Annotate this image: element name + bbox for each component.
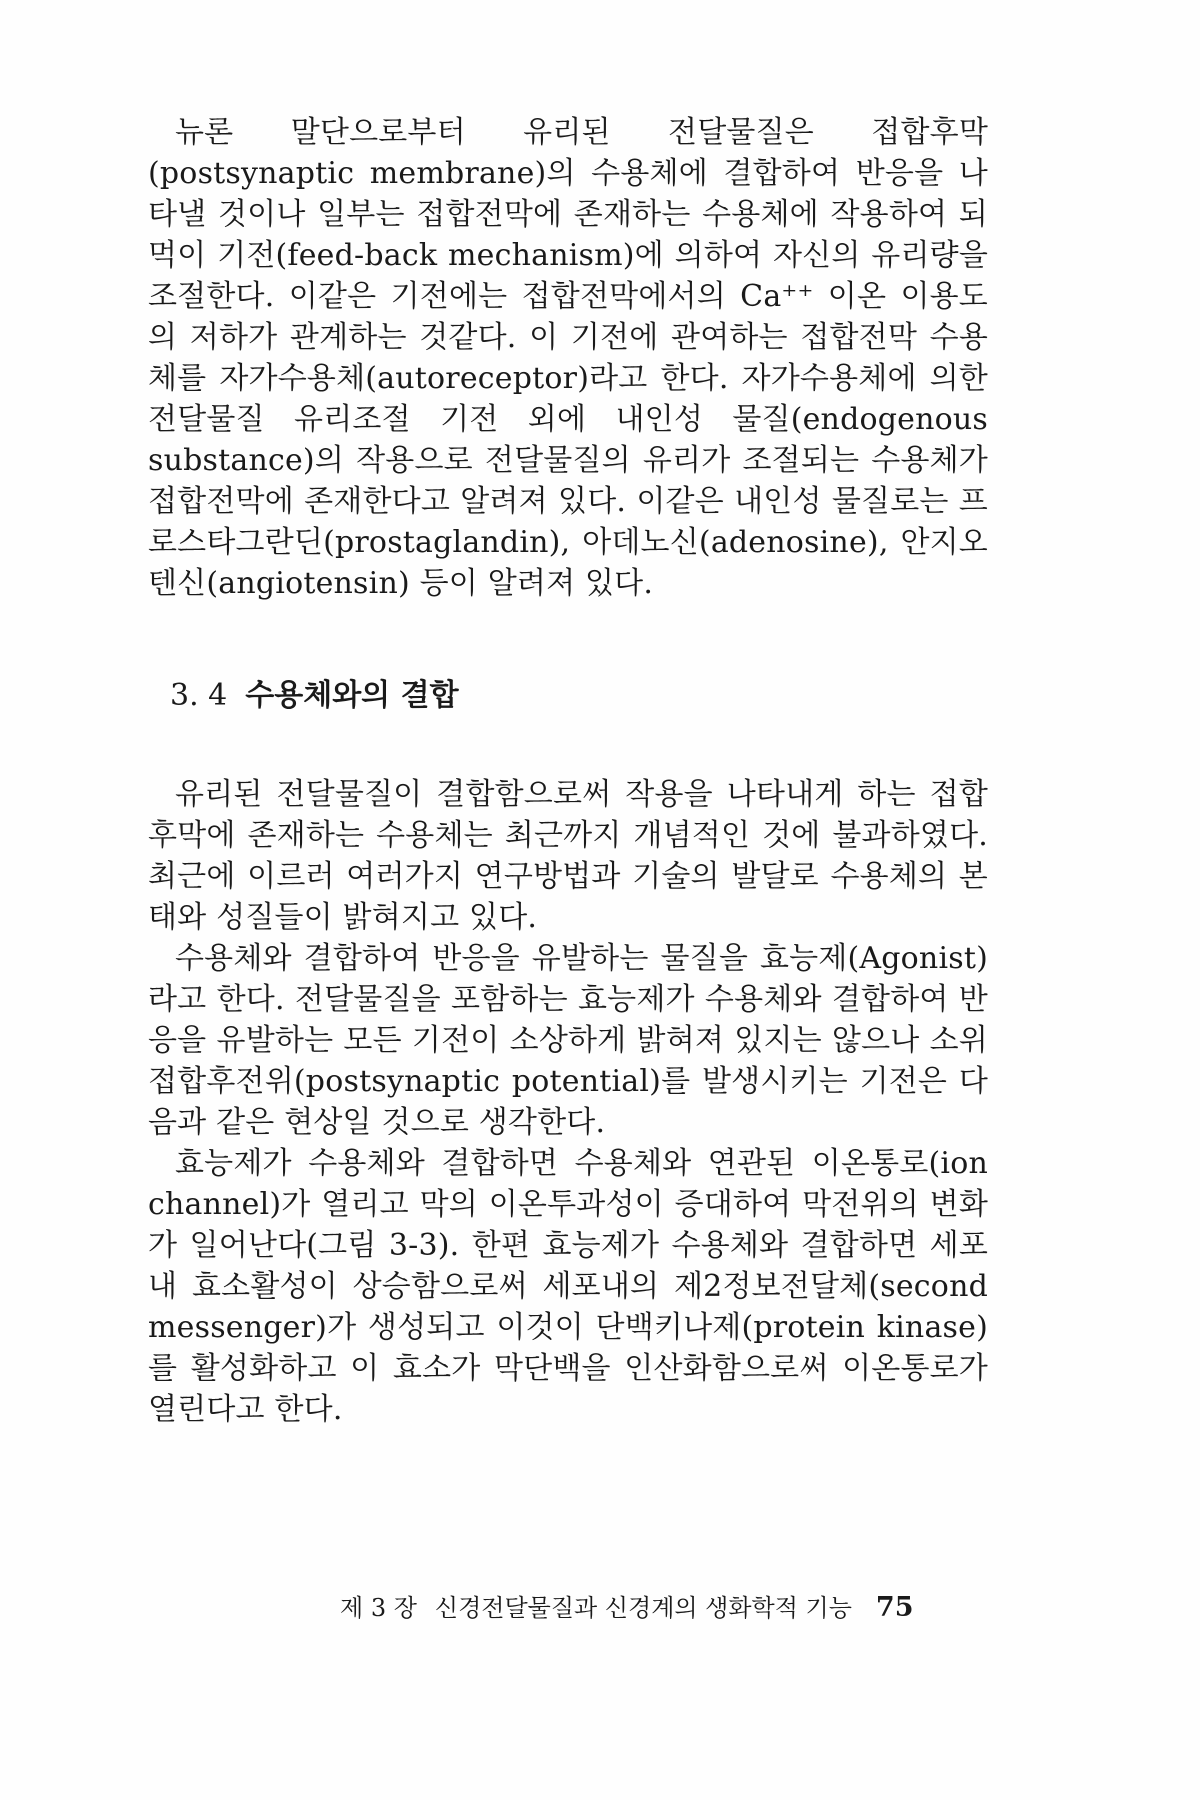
page-body: [148, 112, 988, 1430]
section-title: 수용체와의 결합: [245, 678, 459, 713]
intro-paragraph: 뉴론 말단으로부터 유리된 전달물질은 접합후막(postsynaptic membrane)의 수용체에 결합하여 반응을 나타낼 것이나 일부는 접합전막에 존재하는 수용체에 작용하여 되먹이 기전(feed-back mechanism)에 의하여 자신의 유리량을 조절한다. 이같은 기전에는 접합전막에서의 Ca⁺⁺ 이온 이용도의 저하가 관계하는 것같다. 이 기전에 관여하는 접합전막 수용체를 자가수용체(autoreceptor)라고 한다. 자가수용체에 의한 전달물질 유리조절 기전 외에 내인성 물질(endogenous substance)의 작용으로 전달물질의 유리가 조절되는 수용체가 접합전막에 존재한다고 알려져 있다. 이같은 내인성 물질로는 프로스타그란딘(prostaglandin), 아데노신(adenosine), 안지오텐신(angiotensin) 등이 알려져 있다.: [148, 115, 988, 601]
body-paragraph-3: 효능제가 수용체와 결합하면 수용체와 연관된 이온통로(ion channel)가 열리고 막의 이온투과성이 증대하여 막전위의 변화가 일어난다(그림 3-3). 한편 효능제가 수용체와 결합하면 세포내 효소활성이 상승함으로써 세포내의 제2정보전달체(second messenger)가 생성되고 이것이 단백키나제(protein kinase)를 활성화하고 이 효소가 막단백을 인산화함으로써 이온통로가 열린다고 한다.: [148, 1146, 988, 1427]
section-heading: [170, 676, 988, 716]
page-number: 75: [875, 1592, 914, 1623]
chapter-title: 신경전달물질과 신경계의 생화학적 기능: [434, 1594, 852, 1622]
section-number: 3. 4: [170, 678, 228, 713]
page-footer: [340, 1592, 1000, 1624]
chapter-label: 제 3 장: [340, 1594, 417, 1622]
body-paragraph-1: 유리된 전달물질이 결합함으로써 작용을 나타내게 하는 접합후막에 존재하는 수용체는 최근까지 개념적인 것에 불과하였다. 최근에 이르러 여러가지 연구방법과 기술의 발달로 수용체의 본태와 성질들이 밝혀지고 있다.: [148, 777, 988, 935]
body-paragraph-2: 수용체와 결합하여 반응을 유발하는 물질을 효능제(Agonist)라고 한다. 전달물질을 포함하는 효능제가 수용체와 결합하여 반응을 유발하는 모든 기전이 소상하게 밝혀져 있지는 않으나 소위 접합후전위(postsynaptic potential)를 발생시키는 기전은 다음과 같은 현상일 것으로 생각한다.: [148, 941, 988, 1140]
